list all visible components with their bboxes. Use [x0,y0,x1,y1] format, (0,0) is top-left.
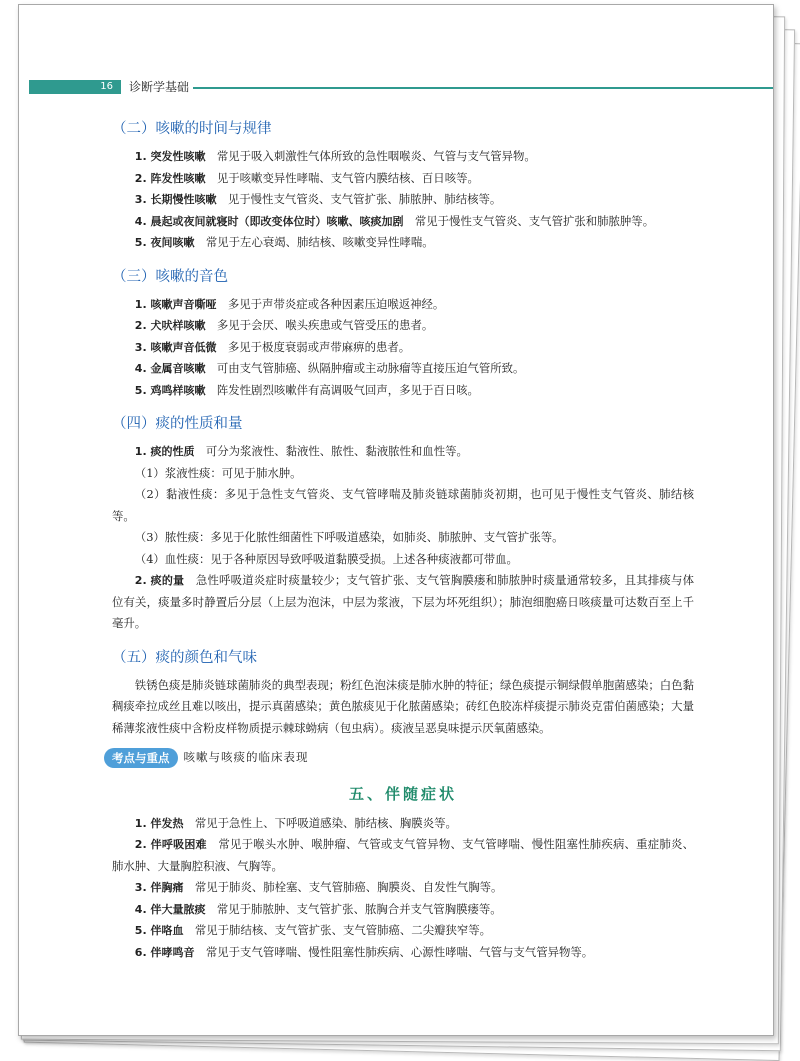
item-text: 多见于会厌、喉头疾患或气管受压的患者。 [216,318,434,332]
item-label: 5. 夜间咳嗽 [134,236,195,249]
paragraph [112,146,694,168]
paragraph [112,211,694,233]
paragraph [112,294,694,316]
item-label: 3. 长期慢性咳嗽 [134,193,217,206]
item-label: 1. 痰的性质 [134,445,195,458]
paragraph [112,570,694,635]
page-header [29,77,773,97]
item-label: 4. 晨起或夜间就寝时（即改变体位时）咳嗽、咳痰加剧 [134,214,404,228]
item-text: 可由支气管肺癌、纵隔肿瘤或主动脉瘤等直接压迫气管所致。 [216,361,525,375]
key-point-badge: 考点与重点 [104,748,178,768]
paragraph [112,232,694,254]
section-title: （二）咳嗽的时间与规律 [112,121,272,137]
item-label: 1. 伴发热 [134,816,184,830]
paragraph [112,877,694,899]
item-text: 可分为浆液性、黏液性、脓性、黏液脓性和血性等。 [205,444,468,458]
item-text: 阵发性剧烈咳嗽伴有高调吸气回声，多见于百日咳。 [216,382,479,397]
paragraph [112,380,694,402]
item-text: 急性呼吸道炎症时痰量较少；支气管扩张、支气管胸膜瘘和肺脓肿时痰量通常较多，且其排痰与体位有关，痰量多时静置后分层（上层为泡沫，中层为浆液，下层为坏死组织）；肺泡细胞癌日咳痰量可达数百至上千毫升。 [112,573,694,630]
item-text: 见于咳嗽变异性哮喘、支气管内膜结核、百日咳等。 [216,170,479,185]
paragraph: （4）血性痰：见于各种原因导致呼吸道黏膜受损。上述各种痰液都可带血。 [134,551,518,566]
item-text: 常见于慢性支气管炎、支气管扩张和肺脓肿等。 [414,213,655,228]
item-text: 常见于吸入刺激性气体所致的急性咽喉炎、气管与支气管异物。 [216,149,536,163]
paragraph [112,441,694,463]
page-number: 16 [29,80,121,94]
item-text: 常见于肺脓肿、支气管扩张、脓胸合并支气管胸膜瘘等。 [216,901,502,916]
item-text: 常见于支气管哮喘、慢性阻塞性肺疾病、心源性哮喘、气管与支气管异物等。 [205,944,594,959]
item-label: 6. 伴哮鸣音 [134,945,195,959]
item-label: 1. 突发性咳嗽 [134,150,206,163]
item-label: 3. 伴胸痛 [134,881,184,894]
item-text: 常见于左心衰竭、肺结核、咳嗽变异性哮喘。 [205,235,434,249]
item-text: 常见于肺结核、支气管扩张、支气管肺癌、二尖瓣狭窄等。 [194,923,492,937]
item-label: 1. 咳嗽声音嘶哑 [134,297,217,311]
item-label: 4. 伴大量脓痰 [134,902,206,916]
item-text: 多见于声带炎症或各种因素压迫喉返神经。 [227,296,445,311]
item-label: 3. 咳嗽声音低微 [134,340,217,354]
item-text: 常见于肺炎、肺栓塞、支气管肺癌、胸膜炎、自发性气胸等。 [194,880,503,894]
paragraph [112,834,694,877]
page-content [112,114,694,963]
paragraph [112,920,694,942]
item-label: 2. 犬吠样咳嗽 [134,319,206,332]
item-label: 5. 伴咯血 [134,924,184,937]
section-title: （五）痰的颜色和气味 [112,649,257,666]
paragraph: （3）脓性痰：多见于化脓性细菌性下呼吸道感染，如肺炎、肺脓肿、支气管扩张等。 [134,530,564,544]
section-title: （三）咳嗽的音色 [112,268,228,285]
header-rule [193,87,773,89]
paragraph: （1）浆液性痰：可见于肺水肿。 [134,465,302,480]
item-label: 2. 痰的量 [134,574,185,587]
item-label: 2. 伴呼吸困难 [134,838,207,851]
key-point-box [104,747,694,769]
item-label: 5. 鸡鸣样咳嗽 [134,383,206,397]
paragraph [112,168,694,190]
paragraph [112,337,694,359]
running-title: 诊断学基础 [129,80,190,94]
section-title: （四）痰的性质和量 [112,416,243,432]
paragraph [112,189,694,211]
item-label: 2. 阵发性咳嗽 [134,171,206,185]
item-text: 见于慢性支气管炎、支气管扩张、肺脓肿、肺结核等。 [227,192,502,206]
chapter-section-title: 五、伴随症状 [348,784,457,803]
paragraph [112,315,694,337]
paragraph [112,358,694,380]
item-text: 多见于极度衰弱或声带麻痹的患者。 [227,339,411,354]
key-point-text: 咳嗽与咳痰的临床表现 [183,750,309,764]
paragraph [112,899,694,921]
item-text: 常见于喉头水肿、喉肿瘤、气管或支气管异物、支气管哮喘、慢性阻塞性肺疾病、重症肺炎、肺水肿、大量胸腔积液、气胸等。 [112,837,694,873]
paragraph [112,813,694,835]
item-label: 4. 金属音咳嗽 [134,362,206,375]
paragraph: 铁锈色痰是肺炎链球菌肺炎的典型表现；粉红色泡沫痰是肺水肿的特征；绿色痰提示铜绿假单胞菌感染；白色黏稠痰牵拉成丝且难以咳出，提示真菌感染；黄色脓痰见于化脓菌感染；砖红色胶冻样痰提示肺炎克雷伯菌感染；大量稀薄浆液性痰中含粉皮样物质提示棘球蚴病（包虫病）。痰液呈恶臭味提示厌氧菌感染。 [112,677,694,735]
paragraph [112,942,694,964]
paragraph: （2）黏液性痰：多见于急性支气管炎、支气管哮喘及肺炎链球菌肺炎初期，也可见于慢性支气管炎、肺结核等。 [112,487,694,523]
item-text: 常见于急性上、下呼吸道感染、肺结核、胸膜炎等。 [194,815,457,830]
